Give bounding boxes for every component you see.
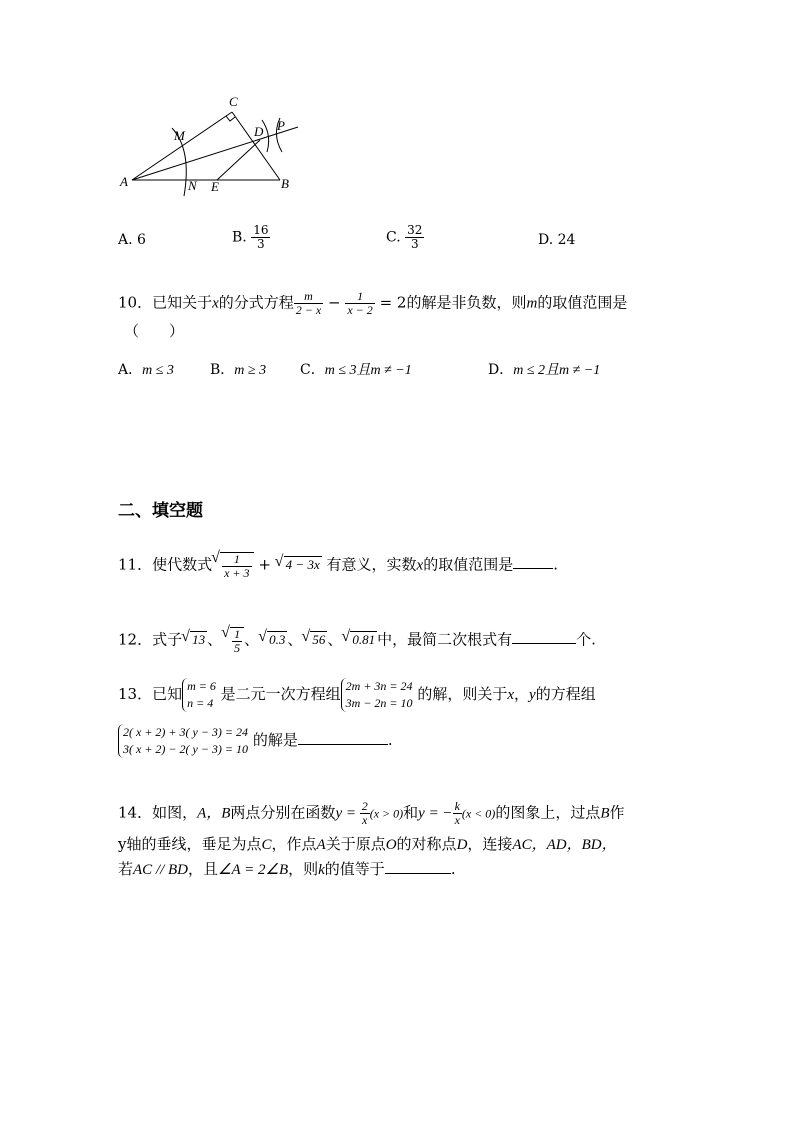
- numerator: 2: [361, 799, 368, 813]
- var: x: [507, 687, 514, 703]
- option-value: 6: [137, 232, 146, 248]
- separator: 、: [207, 630, 223, 649]
- q10-option-a[interactable]: [118, 359, 174, 379]
- text: .: [387, 731, 393, 749]
- eq-line: 2m + 3n = 24: [345, 679, 413, 693]
- section-title: 二、填空题: [118, 501, 203, 521]
- text: .: [553, 555, 558, 574]
- sqrt-56: √ 56: [310, 631, 327, 648]
- text: 有意义，实数: [326, 555, 417, 574]
- text: 中，最简二次根式有: [377, 630, 513, 649]
- sqrt-1-5: [230, 627, 244, 655]
- text: 的方程组: [535, 685, 596, 703]
- numerator: 32: [407, 223, 423, 237]
- text: 的取值范围是: [537, 293, 628, 312]
- fraction: [232, 628, 242, 655]
- var: m: [526, 295, 538, 312]
- option-value: 24: [557, 232, 576, 248]
- condition: (x < 0): [461, 806, 496, 821]
- eq-line: n = 4: [187, 696, 214, 710]
- label-b: B: [281, 176, 289, 191]
- denominator: x: [454, 813, 460, 827]
- option-value: m ≥ 3: [234, 363, 267, 378]
- q9-option-a[interactable]: [118, 232, 146, 248]
- denominator: x − 2: [347, 303, 373, 317]
- q9-option-d[interactable]: [538, 232, 575, 248]
- label-m: M: [174, 128, 185, 143]
- operator: +: [258, 555, 271, 574]
- label-e: E: [211, 179, 219, 194]
- denominator: x + 3: [224, 566, 250, 580]
- text: 关于原点: [325, 835, 386, 853]
- expression: AC // BD: [133, 862, 189, 878]
- text: 11．使代数式: [118, 555, 213, 574]
- var: C: [261, 837, 272, 853]
- option-value: m ≤ 3: [142, 363, 174, 378]
- text: ，且: [188, 860, 219, 878]
- text: 的解是: [252, 731, 298, 749]
- q13-stem: [118, 678, 596, 712]
- fraction: [345, 290, 374, 317]
- option-value: m ≤ 2且m ≠ −1: [513, 363, 601, 378]
- eq-line: m = 6: [187, 679, 216, 693]
- text: 的图象上，过点: [495, 803, 601, 822]
- text: y轴的垂线，垂足为点: [118, 835, 262, 853]
- operator: −: [328, 293, 341, 312]
- text: 10．已知关于: [118, 293, 213, 312]
- text: ，作点: [271, 835, 317, 853]
- text: .: [450, 860, 456, 878]
- q13-stem-line2: [118, 724, 393, 758]
- answer-blank[interactable]: [512, 642, 576, 644]
- text: ，则: [288, 860, 319, 878]
- answer-blank[interactable]: [385, 872, 451, 874]
- numerator: √ 1: [234, 627, 241, 641]
- text: ，连接: [467, 835, 513, 853]
- label-c: C: [229, 94, 238, 109]
- answer-paren: （ ）: [124, 322, 185, 340]
- expression: ∠A = 2∠B: [218, 862, 289, 878]
- option-label: D.: [538, 232, 554, 248]
- option-label: A．: [118, 362, 143, 378]
- text: 两点分别在函数: [230, 803, 336, 822]
- label-p: P: [277, 118, 285, 133]
- var: A: [316, 837, 326, 853]
- text: 和: [403, 803, 419, 822]
- q14-line1: [118, 800, 625, 827]
- fraction: [222, 553, 251, 580]
- right-angle-mark: [226, 116, 235, 121]
- numerator: k: [454, 799, 460, 813]
- q14-line2: [118, 833, 617, 854]
- separator: 、: [244, 630, 260, 649]
- sqrt-13: √ 13: [190, 631, 207, 648]
- answer-blank[interactable]: [298, 743, 388, 745]
- var: y: [529, 687, 536, 703]
- ray-ap: [132, 127, 298, 180]
- text: 的取值范围是: [423, 555, 514, 574]
- text: 的解，则关于: [417, 685, 508, 703]
- option-label: A.: [118, 232, 133, 248]
- label-a: A: [120, 174, 128, 189]
- q10-option-d[interactable]: [488, 359, 600, 379]
- text: AC，AD，BD，: [512, 837, 617, 853]
- option-label: B.: [232, 229, 247, 246]
- text: 的解是非负数，则: [406, 293, 527, 312]
- var: D: [456, 837, 468, 853]
- numerator: m: [294, 290, 323, 304]
- condition: (x > 0): [369, 806, 404, 821]
- eq-line: 3m − 2n = 10: [345, 696, 413, 710]
- equation-rhs: = 2: [379, 293, 407, 312]
- q9-option-b[interactable]: [232, 224, 270, 251]
- label-n: N: [188, 178, 197, 193]
- denominator: 5: [234, 641, 241, 655]
- text: ，: [514, 685, 530, 703]
- numerator: 16: [253, 223, 269, 237]
- eq-line: 3( x + 2) − 2( y − 3) = 10: [123, 742, 249, 756]
- denominator: 3: [410, 237, 419, 251]
- fraction: [453, 800, 462, 827]
- separator: 、: [287, 630, 303, 649]
- label-d: D: [254, 124, 264, 139]
- denominator: 2 − x: [295, 303, 322, 317]
- q12-stem: [118, 627, 596, 655]
- option-label: C．: [300, 362, 325, 378]
- var: x: [416, 557, 424, 574]
- func-lhs: y =: [335, 805, 360, 822]
- text: 是二元一次方程组: [220, 685, 341, 703]
- sqrt-fraction: [220, 552, 253, 580]
- q9-option-c[interactable]: [386, 224, 424, 251]
- q10-option-b[interactable]: [210, 359, 266, 379]
- text: 个.: [576, 630, 596, 649]
- var: k: [318, 862, 325, 878]
- text: 的对称点: [396, 835, 457, 853]
- system-1: [182, 678, 216, 712]
- var: x: [212, 295, 219, 312]
- sqrt-0-3: √ 0.3: [267, 631, 287, 648]
- denominator: x: [362, 813, 368, 827]
- fraction: [360, 800, 370, 827]
- geometry-figure: [112, 90, 312, 200]
- text: 13．已知: [118, 685, 183, 703]
- text: 14．如图，: [118, 803, 198, 822]
- option-label: C.: [386, 229, 401, 246]
- eq-line: 2( x + 2) + 3( y − 3) = 24: [123, 725, 249, 739]
- q11-stem: [118, 552, 558, 580]
- numerator: √ 1: [222, 553, 251, 567]
- var: O: [385, 837, 397, 853]
- text: 的值等于: [324, 860, 385, 878]
- var: B: [600, 805, 610, 822]
- text: 作: [609, 803, 625, 822]
- text: 的分式方程: [218, 293, 294, 312]
- text: 12．式子: [118, 630, 183, 649]
- numerator: 1: [345, 290, 374, 304]
- option-value: m ≤ 3且m ≠ −1: [324, 363, 412, 378]
- func-lhs: y = −: [418, 805, 453, 822]
- option-fraction: [251, 224, 270, 251]
- q14-line3: [118, 858, 456, 879]
- system-2: [341, 678, 413, 712]
- answer-blank[interactable]: [513, 567, 553, 569]
- var: A，B: [197, 805, 231, 822]
- q10-option-c[interactable]: [300, 359, 412, 379]
- fraction: [294, 290, 323, 317]
- sqrt-expression: √ 4 − 3x: [284, 556, 322, 573]
- option-fraction: [405, 224, 424, 251]
- sqrt-0-81: √ 0.81: [350, 631, 377, 648]
- option-label: B．: [210, 362, 235, 378]
- text: 若: [118, 860, 134, 878]
- system-3: [118, 724, 248, 758]
- separator: 、: [327, 630, 343, 649]
- option-label: D．: [488, 362, 514, 378]
- q10-stem: [118, 290, 627, 317]
- denominator: 3: [257, 237, 265, 251]
